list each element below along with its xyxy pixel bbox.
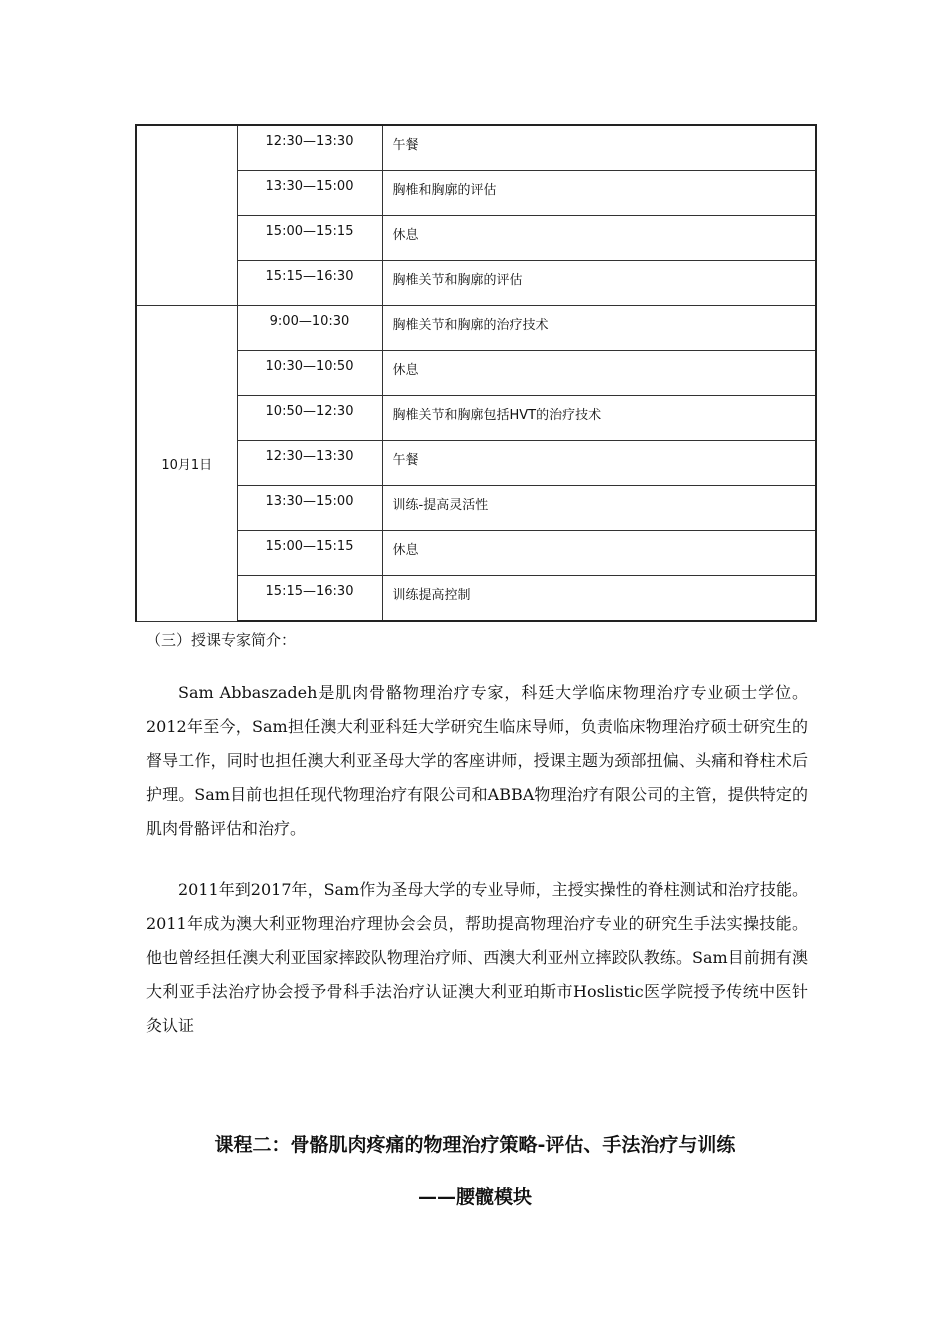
topic-cell: 胸椎关节和胸廓包括HVT的治疗技术 [382,396,816,441]
topic-cell: 休息 [382,531,816,576]
topic-cell: 训练提高控制 [382,576,816,622]
date-cell [136,125,237,306]
time-cell: 10:30—10:50 [237,351,382,396]
topic-cell: 胸椎关节和胸廓的治疗技术 [382,306,816,351]
time-cell: 15:15—16:30 [237,261,382,306]
table-row [136,306,816,351]
table-row [136,351,816,396]
table-row [136,261,816,306]
topic-cell: 胸椎关节和胸廓的评估 [382,261,816,306]
table-row [136,171,816,216]
topic-cell: 休息 [382,216,816,261]
time-cell: 13:30—15:00 [237,171,382,216]
table-row [136,216,816,261]
topic-cell: 胸椎和胸廓的评估 [382,171,816,216]
topic-cell: 训练-提高灵活性 [382,486,816,531]
date-cell: 10月1日 [136,306,237,622]
table-row [136,125,816,171]
time-cell: 12:30—13:30 [237,441,382,486]
topic-cell: 休息 [382,351,816,396]
schedule-table [135,124,817,622]
table-row [136,441,816,486]
time-cell: 15:00—15:15 [237,216,382,261]
time-cell: 9:00—10:30 [237,306,382,351]
section-heading: （三）授课专家简介： [146,631,297,649]
table-row [136,531,816,576]
course-title: 课程二：骨骼肌肉疼痛的物理治疗策略-评估、手法治疗与训练 [214,1134,736,1156]
time-cell: 10:50—12:30 [237,396,382,441]
time-cell: 12:30—13:30 [237,125,382,171]
table-row [136,576,816,622]
bio-paragraph: Sam Abbaszadeh是肌肉骨骼物理治疗专家，科廷大学临床物理治疗专业硕士学位。2012年至今，Sam担任澳大利亚科廷大学研究生临床导师，负责临床物理治疗硕士研究生的督导工作，同时也担任澳大利亚圣母大学的客座讲师，授课主题为颈部扭偏、头痛和脊柱术后护理。Sam目前也担任现代物理治疗有限公司和ABBA物理治疗有限公司的主管，提供特定的肌肉骨骼评估和治疗。 [146,683,808,838]
topic-cell: 午餐 [382,441,816,486]
table-row [136,486,816,531]
course-subtitle: ——腰髋模块 [417,1186,532,1208]
topic-cell: 午餐 [382,125,816,171]
bio-paragraph: 2011年到2017年，Sam作为圣母大学的专业导师，主授实操性的脊柱测试和治疗技能。2011年成为澳大利亚物理治疗理协会会员，帮助提高物理治疗专业的研究生手法实操技能。他也曾经担任澳大利亚国家摔跤队物理治疗师、西澳大利亚州立摔跤队教练。Sam目前拥有澳大利亚手法治疗协会授予骨科手法治疗认证澳大利亚珀斯市Hoslistic医学院授予传统中医针灸认证 [146,880,808,1035]
time-cell: 15:15—16:30 [237,576,382,622]
table-row [136,396,816,441]
time-cell: 15:00—15:15 [237,531,382,576]
time-cell: 13:30—15:00 [237,486,382,531]
